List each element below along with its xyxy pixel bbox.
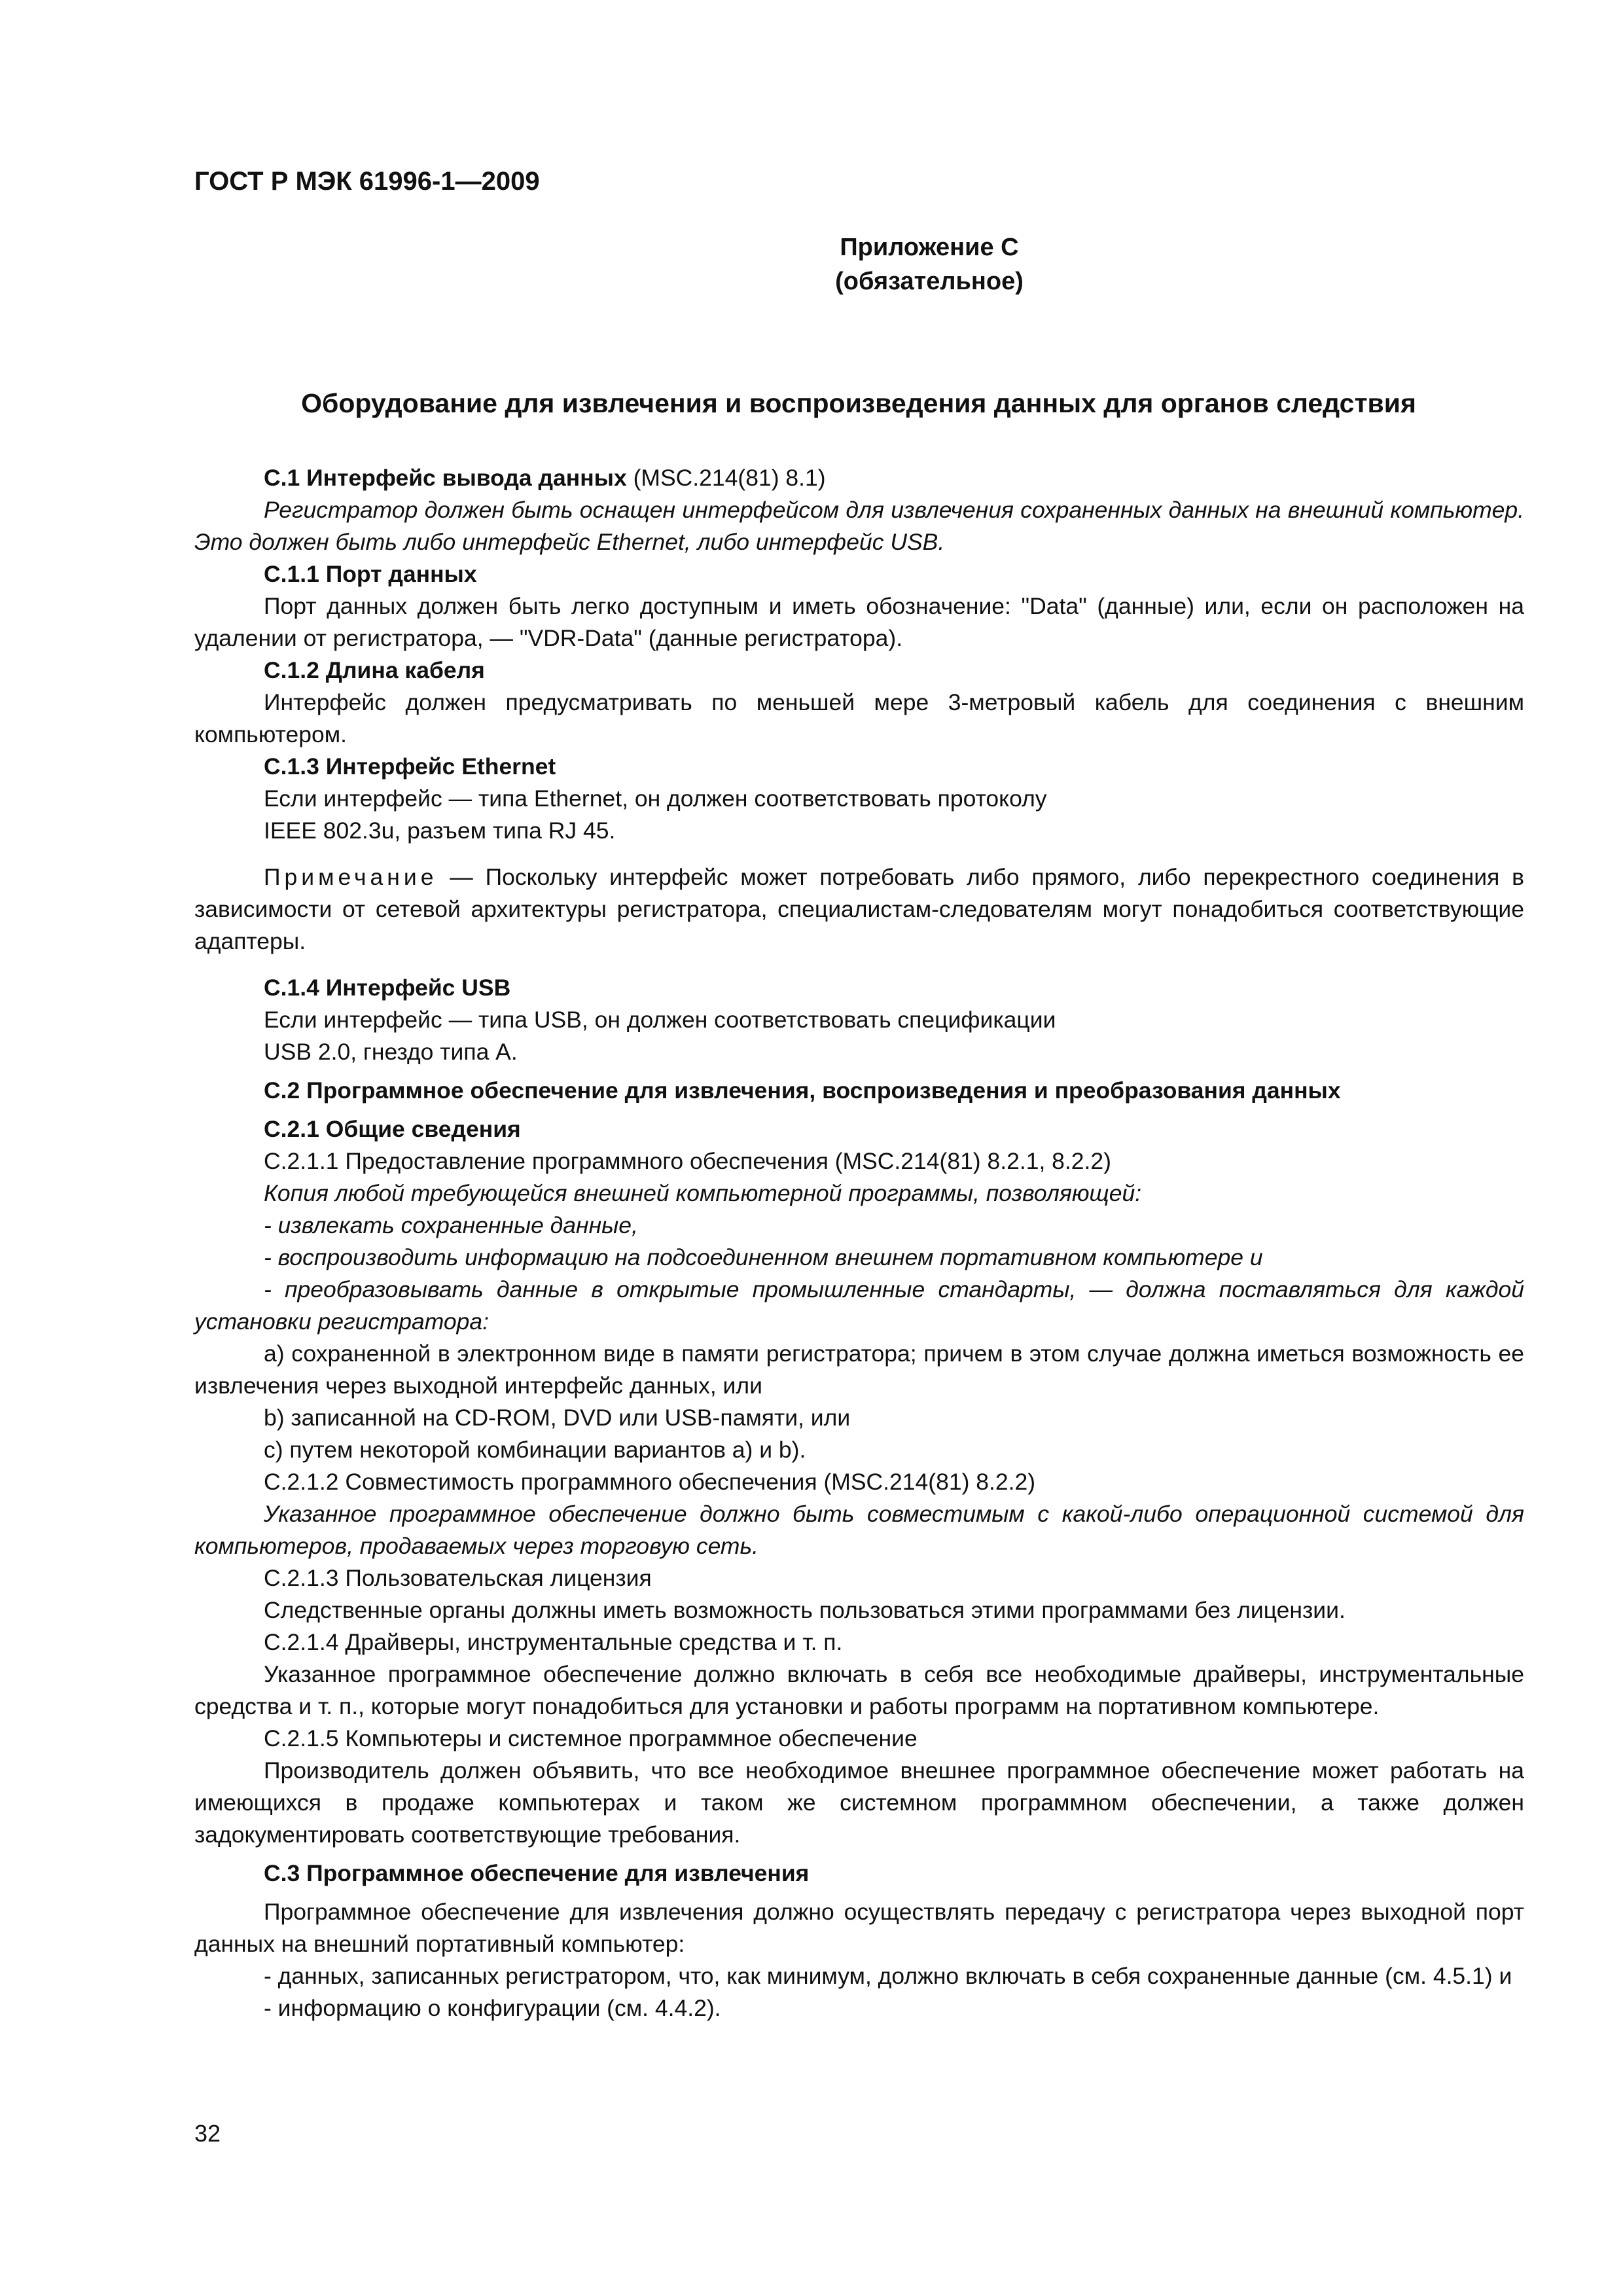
section-c11-heading: С.1.1 Порт данных bbox=[264, 561, 477, 587]
section-c3-text: Программное обеспечение для извлечения должно осуществлять передачу с регистратора через выходной порт данных на внешний портативный компьютер: bbox=[194, 1899, 1524, 1957]
section-c14-line1: Если интерфейс — типа USB, он должен соответствовать спецификации bbox=[264, 1007, 1056, 1033]
section-c215-text: Производитель должен объявить, что все необходимое внешнее программное обеспечение может работать на имеющихся в продаже компьютерах и таком же системном программном обеспечении, а также должен задокументировать соответствующие требования. bbox=[194, 1757, 1524, 1848]
list-item: - преобразовывать данные в открытые промышленные стандарты, — должна поставляться для каждой установки регистратора: bbox=[194, 1276, 1524, 1335]
section-c1-ref: (MSC.214(81) 8.1) bbox=[626, 465, 826, 491]
section-c214-heading: С.2.1.4 Драйверы, инструментальные средства и т. п. bbox=[264, 1629, 843, 1655]
note bbox=[194, 861, 1524, 958]
section-c213-text: Следственные органы должны иметь возможность пользоваться этими программами без лицензии. bbox=[264, 1597, 1346, 1623]
section-c213-heading: С.2.1.3 Пользовательская лицензия bbox=[264, 1565, 652, 1591]
section-c1-text: Регистратор должен быть оснащен интерфейсом для извлечения сохраненных данных на внешний компьютер. Это должен быть либо интерфейс Ethernet, либо интерфейс USB. bbox=[194, 497, 1524, 555]
section-c211-heading: С.2.1.1 Предоставление программного обеспечения (MSC.214(81) 8.2.1, 8.2.2) bbox=[264, 1148, 1111, 1174]
note-label: Примечание bbox=[264, 864, 438, 890]
section-c211-text: Копия любой требующейся внешней компьютерной программы, позволяющей: bbox=[264, 1180, 1142, 1206]
document-header: ГОСТ Р МЭК 61996-1—2009 bbox=[194, 167, 540, 196]
document-body bbox=[194, 462, 1524, 2024]
section-c214-text: Указанное программное обеспечение должно включать в себя все необходимые драйверы, инструментальные средства и т. п., которые могут понадобиться для установки и работы программ на портативном компьютере. bbox=[194, 1661, 1524, 1719]
section-c3-heading: С.3 Программное обеспечение для извлечения bbox=[264, 1860, 810, 1886]
section-c215-heading: С.2.1.5 Компьютеры и системное программное обеспечение bbox=[264, 1725, 918, 1751]
list-item: - информацию о конфигурации (см. 4.4.2). bbox=[264, 1995, 721, 2021]
list-item: - извлекать сохраненные данные, bbox=[264, 1212, 638, 1238]
appendix-number: Приложение С bbox=[840, 234, 1019, 261]
section-c14-heading: С.1.4 Интерфейс USB bbox=[264, 975, 511, 1001]
section-c21-heading: С.2.1 Общие сведения bbox=[264, 1116, 521, 1142]
option-c: c) путем некоторой комбинации вариантов a) и b). bbox=[264, 1437, 806, 1463]
note-text: — Поскольку интерфейс может потребовать либо прямого, либо перекрестного соединения в зависимости от сетевой архитектуры регистратора, специалистам-следователям могут понадобиться соответствующие адаптеры. bbox=[194, 864, 1524, 954]
section-c212-heading: С.2.1.2 Совместимость программного обеспечения (MSC.214(81) 8.2.2) bbox=[264, 1469, 1036, 1495]
appendix-title: Оборудование для извлечения и воспроизведения данных для органов следствия bbox=[301, 388, 1416, 418]
section-c14-line2: USB 2.0, гнездо типа A. bbox=[264, 1039, 518, 1065]
page-number: 32 bbox=[194, 2120, 221, 2147]
list-item: - воспроизводить информацию на подсоединенном внешнем портативном компьютере и bbox=[264, 1244, 1263, 1270]
section-c1-heading bbox=[194, 462, 1524, 494]
appendix-status: (обязательное) bbox=[835, 268, 1024, 295]
section-c13-line1: Если интерфейс — типа Ethernet, он должен соответствовать протоколу bbox=[264, 785, 1047, 812]
section-c2-heading: С.2 Программное обеспечение для извлечения, воспроизведения и преобразования данных bbox=[264, 1077, 1341, 1103]
section-c13-line2: IEEE 802.3u, разъем типа RJ 45. bbox=[264, 817, 616, 844]
section-c12-heading: С.1.2 Длина кабеля bbox=[264, 657, 485, 683]
appendix-label bbox=[0, 230, 1623, 298]
section-c12-text: Интерфейс должен предусматривать по меньшей мере 3-метровый кабель для соединения с внешним компьютером. bbox=[194, 689, 1524, 747]
section-c11-text: Порт данных должен быть легко доступным и иметь обозначение: "Data" (данные) или, если он расположен на удалении от регистратора, — "VDR-Data" (данные регистратора). bbox=[194, 593, 1524, 651]
list-item: - данных, записанных регистратором, что, как минимум, должно включать в себя сохраненные данные (см. 4.5.1) и bbox=[264, 1963, 1512, 1989]
option-b: b) записанной на CD-ROM, DVD или USB-памяти, или bbox=[264, 1405, 851, 1431]
section-c212-text: Указанное программное обеспечение должно быть совместимым с какой-либо операционной системой для компьютеров, продаваемых через торговую сеть. bbox=[194, 1501, 1524, 1559]
section-c1-title: С.1 Интерфейс вывода данных bbox=[264, 465, 627, 491]
option-a: a) сохраненной в электронном виде в памяти регистратора; причем в этом случае должна иметься возможность ее извлечения через выходной интерфейс данных, или bbox=[194, 1340, 1524, 1399]
section-c13-heading: С.1.3 Интерфейс Ethernet bbox=[264, 753, 556, 780]
